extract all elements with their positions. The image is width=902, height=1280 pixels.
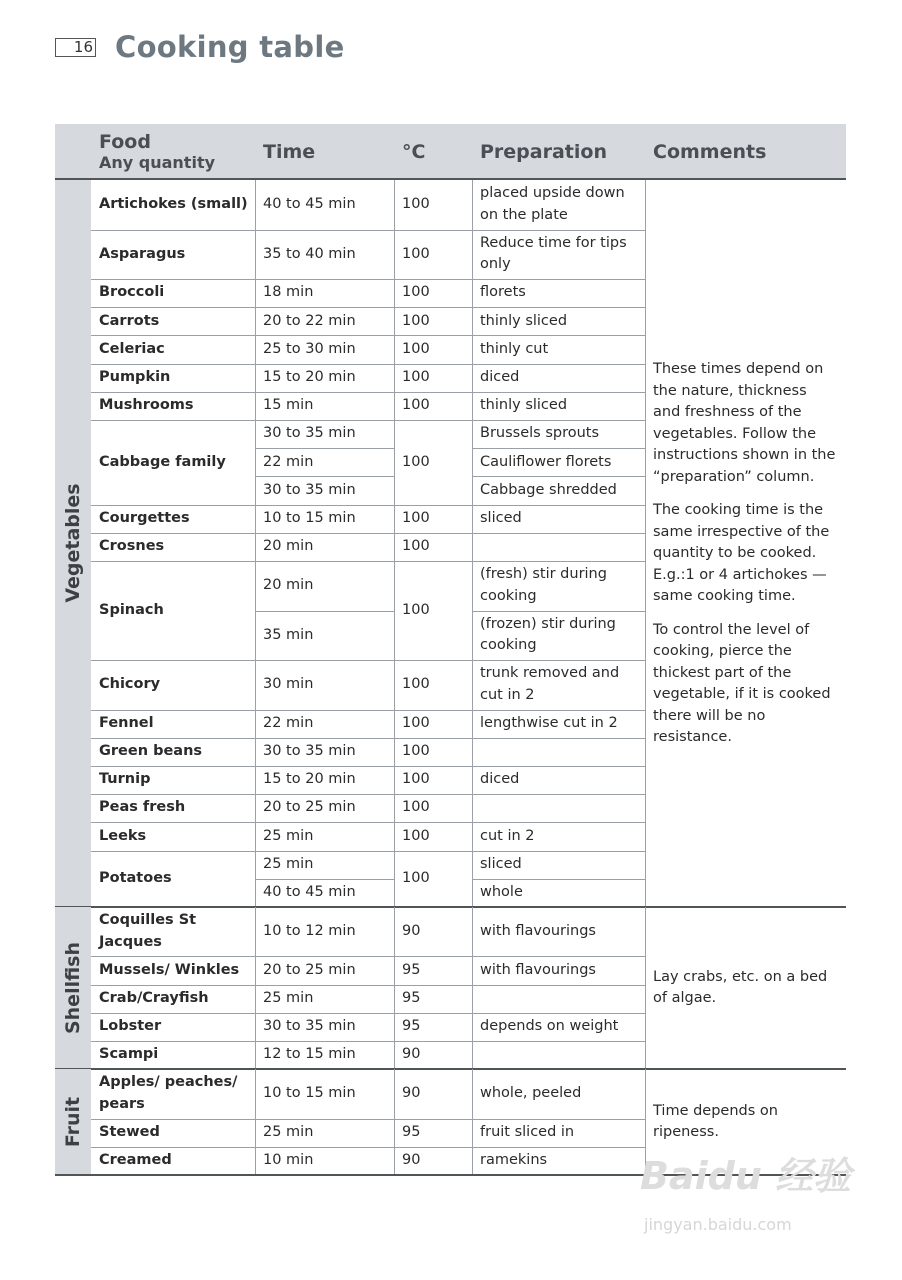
temp-cell: 90 [402,1046,421,1063]
food-cell: Artichokes (small) [99,196,248,212]
watermark-logo: Baidu 经验 [640,1154,852,1198]
temp-cell: 100 [402,714,430,731]
temp-cell: 100 [402,827,430,844]
prep-cell: diced [480,368,520,385]
time-cell: 30 to 35 min [263,743,356,760]
comment-paragraph: To control the level of cooking, pierce the thickest part of the vegetable, if it is cooked there will be no resistance. [653,621,831,746]
food-cell: Asparagus [99,245,186,262]
prep-cell [472,794,645,822]
food-cell: Spinach [99,601,164,618]
section-label-band [55,1069,91,1175]
time-cell: 10 min [263,1152,314,1169]
prep-cell: thinly sliced [480,312,568,329]
prep-cell: (frozen) stir during cooking [480,615,616,654]
column-divider [645,907,646,1069]
prep-cell: Brussels sprouts [480,425,600,442]
section-comments [653,359,838,761]
temp-cell: 100 [402,771,430,788]
food-cell: Coquilles St Jacques [99,912,197,950]
prep-cell: thinly sliced [480,397,568,414]
col-comments-header: Comments [653,140,767,163]
table-row [55,766,846,794]
time-cell: 30 to 35 min [263,1018,356,1035]
temp-cell: 100 [402,601,430,618]
time-cell: 35 min [263,626,314,643]
comment-paragraph: Lay crabs, etc. on a bed of algae. [653,968,828,1007]
comment-paragraph: Time depends on ripeness. [653,1102,778,1141]
time-cell: 30 min [263,676,314,692]
column-divider [472,180,473,907]
time-cell: 30 to 35 min [263,425,356,442]
prep-cell: thinly cut [480,340,549,357]
food-cell: Courgettes [99,509,190,526]
food-cell: Green beans [99,743,203,760]
time-cell: 12 to 15 min [263,1046,356,1063]
time-cell: 40 to 45 min [263,884,356,901]
col-temp-header: °C [402,140,426,163]
time-cell: 25 min [263,989,314,1006]
time-cell: 10 to 12 min [263,922,356,939]
table-row [55,307,846,335]
time-cell: 30 to 35 min [263,481,356,498]
temp-cell: 100 [402,743,430,760]
column-divider [255,1069,256,1175]
food-cell: Peas fresh [99,799,186,816]
prep-cell: florets [480,284,526,301]
watermark-url: jingyan.baidu.com [644,1215,792,1234]
prep-cell: with flavourings [480,922,596,939]
page-title: Cooking table [115,30,345,64]
comment-paragraph: These times depend on the nature, thickness and freshness of the vegetables. Follow the instructions shown in the “preparation” column. [653,361,836,485]
column-divider [394,180,395,907]
time-cell: 18 min [263,284,314,301]
temp-cell: 95 [402,961,421,978]
prep-cell: whole, peeled [480,1085,582,1102]
table-header [55,124,846,179]
prep-cell: fruit sliced in [480,1124,575,1141]
prep-cell [472,1041,645,1069]
food-cell: Leeks [99,827,147,844]
time-cell: 25 min [263,827,314,844]
prep-cell [472,738,645,766]
temp-cell: 95 [402,1124,421,1141]
table-row [55,279,846,307]
prep-cell [472,985,645,1013]
temp-cell: 100 [402,869,430,886]
time-cell: 20 min [263,577,314,593]
prep-cell: placed upside down on the plate [480,185,625,223]
watermark [640,1145,850,1245]
temp-cell: 100 [402,397,430,414]
food-cell: Creamed [99,1152,172,1169]
prep-cell: depends on weight [480,1018,619,1035]
time-cell: 22 min [263,714,314,731]
col-food-label: Food [99,131,151,153]
table-row [55,180,846,230]
food-cell: Cabbage family [99,453,226,470]
time-cell: 15 to 20 min [263,368,356,385]
temp-cell: 100 [402,284,430,301]
prep-cell [472,533,645,561]
section-label: Vegetables [62,483,84,604]
prep-cell: Cabbage shredded [480,481,617,498]
time-cell: 15 min [263,397,314,414]
page-number: 16 [55,38,96,57]
prep-cell: trunk removed and cut in 2 [480,665,620,703]
column-divider [472,1069,473,1175]
food-cell: Turnip [99,771,151,788]
temp-cell: 100 [402,245,430,262]
time-cell: 25 to 30 min [263,340,356,357]
temp-cell: 100 [402,676,430,692]
temp-cell: 90 [402,922,421,939]
section-label-band [55,907,91,1069]
time-cell: 22 min [263,453,314,470]
section-label: Fruit [62,1096,84,1148]
food-cell: Apples/ peaches/ pears [99,1074,238,1112]
food-cell: Lobster [99,1018,162,1035]
prep-cell: ramekins [480,1152,548,1169]
time-cell: 15 to 20 min [263,771,356,788]
food-cell: Potatoes [99,869,172,886]
temp-cell: 90 [402,1152,421,1169]
column-divider [645,180,646,907]
column-divider [394,1069,395,1175]
food-cell: Crosnes [99,538,165,555]
food-cell: Stewed [99,1124,160,1141]
time-cell: 40 to 45 min [263,196,356,212]
time-cell: 10 to 15 min [263,509,356,526]
time-cell: 10 to 15 min [263,1085,356,1102]
column-divider [394,907,395,1069]
prep-cell: with flavourings [480,961,596,978]
prep-cell: sliced [480,855,522,872]
temp-cell: 95 [402,1018,421,1035]
table-row [55,230,846,280]
food-cell: Celeriac [99,340,165,357]
column-divider [255,180,256,907]
food-cell: Fennel [99,714,154,731]
food-cell: Mushrooms [99,397,194,414]
section-comments [653,967,838,1022]
column-divider [255,907,256,1069]
time-cell: 25 min [263,855,314,872]
table-row [55,907,846,957]
table-row [55,851,846,907]
food-cell: Scampi [99,1046,159,1063]
temp-cell: 90 [402,1085,421,1102]
col-food-sublabel: Any quantity [99,153,216,172]
prep-cell: lengthwise cut in 2 [480,714,618,731]
time-cell: 25 min [263,1124,314,1141]
table-row [55,794,846,822]
table-row [55,822,846,850]
time-cell: 20 to 25 min [263,961,356,978]
section-label: Shellfish [62,942,84,1035]
temp-cell: 95 [402,989,421,1006]
temp-cell: 100 [402,312,430,329]
prep-cell: Reduce time for tips only [480,234,627,273]
prep-cell: sliced [480,509,522,526]
food-cell: Mussels/ Winkles [99,961,240,978]
section-label-band [55,180,91,907]
column-divider [472,907,473,1069]
temp-cell: 100 [402,799,430,816]
food-cell: Pumpkin [99,368,171,385]
prep-cell: (fresh) stir during cooking [480,566,607,604]
time-cell: 20 to 25 min [263,799,356,816]
food-cell: Broccoli [99,284,165,301]
comment-paragraph: The cooking time is the same irrespective of the quantity to be cooked. E.g.:1 or 4 artichokes — same cooking time. [653,502,830,605]
food-cell: Crab/Crayfish [99,989,209,1006]
temp-cell: 100 [402,196,430,212]
temp-cell: 100 [402,340,430,357]
time-cell: 35 to 40 min [263,245,356,262]
temp-cell: 100 [402,509,430,526]
col-time-header: Time [263,140,316,163]
temp-cell: 100 [402,368,430,385]
food-cell: Carrots [99,312,160,329]
temp-cell: 100 [402,538,430,555]
time-cell: 20 to 22 min [263,312,356,329]
col-prep-header: Preparation [480,140,607,163]
food-cell: Chicory [99,676,161,692]
prep-cell: diced [480,771,520,788]
col-food-header [91,124,255,179]
prep-cell: whole [480,884,523,901]
prep-cell: Cauliflower florets [480,453,612,470]
time-cell: 20 min [263,538,314,555]
temp-cell: 100 [402,453,430,470]
prep-cell: cut in 2 [480,827,535,844]
table-row [55,1041,846,1069]
